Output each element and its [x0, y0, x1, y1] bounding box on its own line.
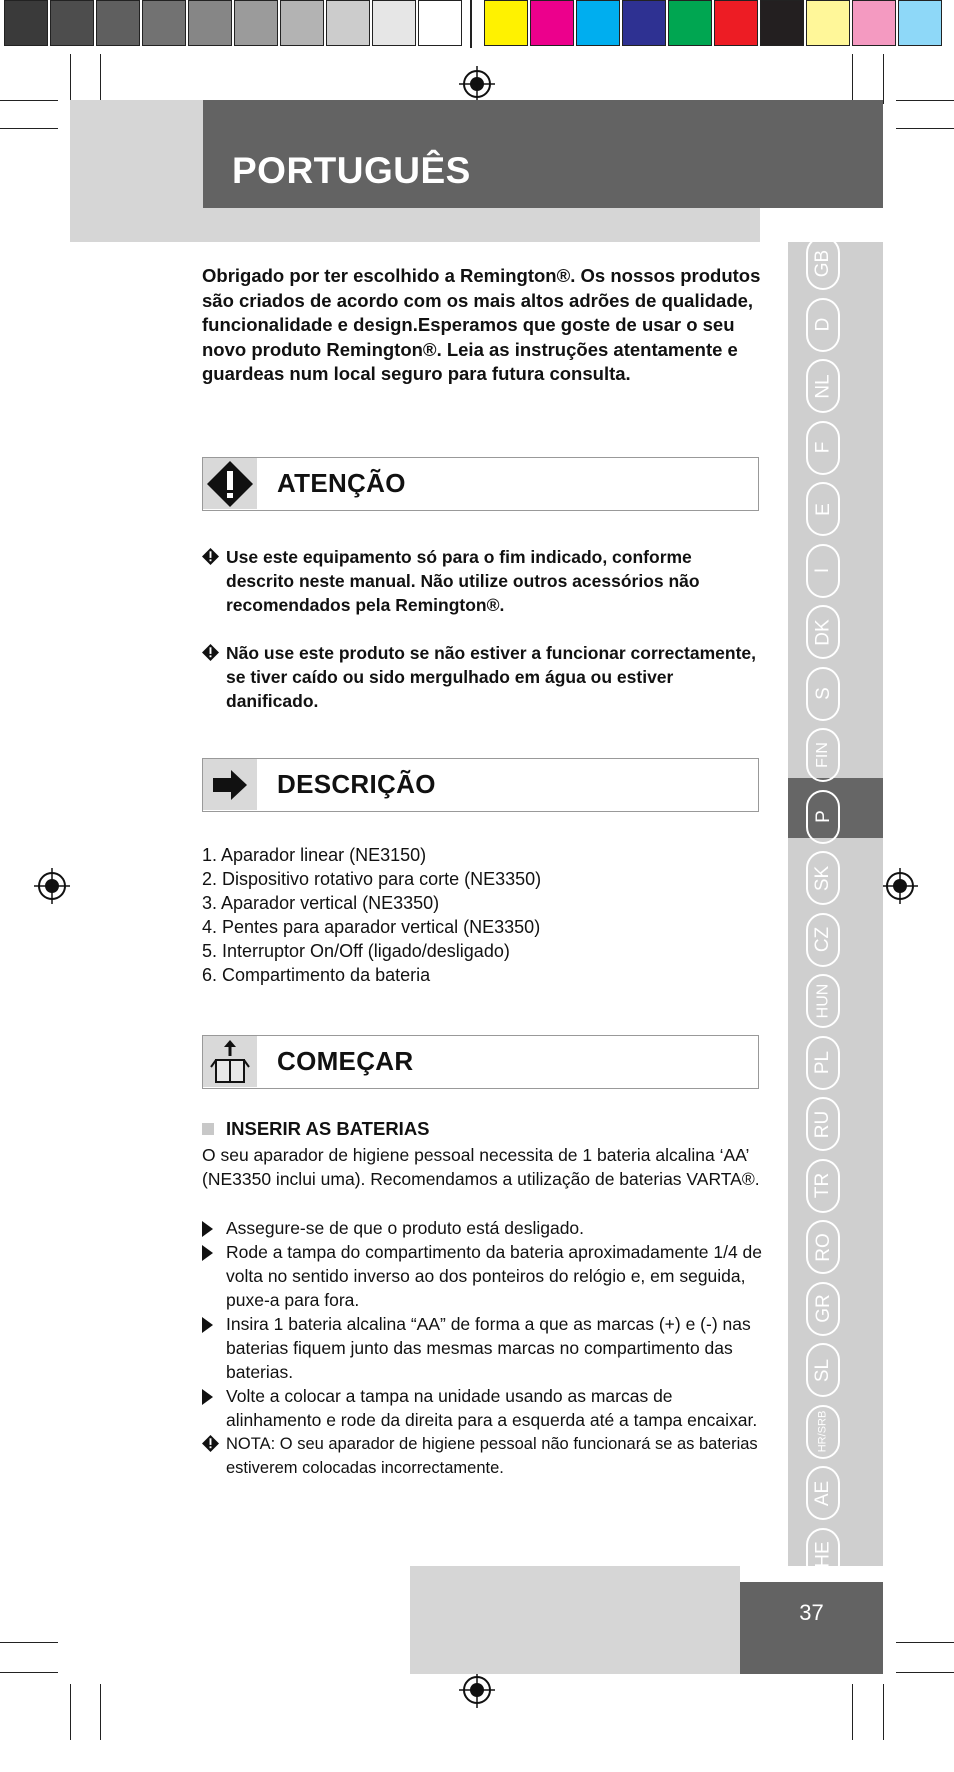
section-start-header — [202, 1035, 759, 1089]
step-text: Rode a tampa do compartimento da bateria aproximadamente 1/4 de volta no sentido inverso ao dos ponteiros do relógio e, em seguida, puxe-a para fora. — [226, 1242, 763, 1310]
language-tab-label: F — [812, 441, 834, 454]
color-swatch — [852, 0, 896, 46]
triangle-bullet-icon — [202, 1221, 213, 1237]
language-tab-label: RO — [812, 1232, 834, 1262]
step-text: Volte a colocar a tampa na unidade usando as marcas de alinhamento e rode da direita para a esquerda até a tampa encaixar. — [226, 1386, 758, 1430]
crop-mark — [0, 1642, 58, 1643]
description-list — [202, 843, 762, 987]
language-tab-label: PL — [812, 1050, 834, 1075]
color-swatch — [530, 0, 574, 46]
warning-diamond-icon — [202, 1435, 219, 1452]
battery-subheading — [202, 1118, 430, 1140]
language-tab-label: HR/SRB — [816, 1410, 829, 1453]
battery-subheading-text: INSERIR AS BATERIAS — [226, 1118, 430, 1139]
battery-paragraph: O seu aparador de higiene pessoal necessita de 1 bateria alcalina ‘AA’ (NE3350 inclui uma). Recomendamos a utilização de baterias VARTA®. — [202, 1145, 760, 1189]
list-item — [202, 1216, 767, 1240]
language-tab-gb[interactable] — [806, 236, 840, 290]
language-tab-label: DK — [812, 618, 834, 646]
crop-mark — [883, 1684, 884, 1740]
language-tab-sl[interactable] — [806, 1343, 840, 1397]
attention-item-text: Use este equipamento só para o fim indicado, conforme descrito neste manual. Não utilize outros acessórios não recomendados pela Remington®. — [226, 547, 700, 615]
language-tab-cz[interactable] — [806, 913, 840, 967]
language-tab-sk[interactable] — [806, 851, 840, 905]
crop-mark — [852, 1684, 853, 1740]
triangle-bullet-icon — [202, 1245, 213, 1261]
color-swatch — [898, 0, 942, 46]
language-tab-dk[interactable] — [806, 605, 840, 659]
language-tab-label: SK — [812, 865, 834, 891]
language-tab-fin[interactable] — [806, 728, 840, 782]
square-bullet-icon — [202, 1123, 214, 1135]
section-description-header — [202, 758, 759, 812]
note-text: NOTA: O seu aparador de higiene pessoal não funcionará se as baterias estiverem colocadas incorrectamente. — [226, 1435, 758, 1477]
registration-mark-icon — [459, 66, 495, 102]
gray-calibration-bar — [4, 0, 462, 48]
footer-background — [410, 1566, 740, 1674]
language-tab-s[interactable] — [806, 667, 840, 721]
color-swatch — [714, 0, 758, 46]
color-swatch — [576, 0, 620, 46]
language-tab-label: GB — [812, 249, 834, 277]
crop-mark — [100, 54, 101, 104]
section-description-title: DESCRIÇÃO — [277, 769, 436, 799]
intro-paragraph: Obrigado por ter escolhido a Remington®. Os nossos produtos são criados de acordo com os mais altos adrões de qualidade, funcionalidade e design.Esperamos que goste de usar o seu novo produto Remington®. Leia as instruções atentamente e guardeas num local seguro para futura consulta. — [202, 265, 761, 384]
registration-mark-icon — [882, 868, 918, 904]
crop-mark — [70, 1684, 71, 1740]
language-tab-ro[interactable] — [806, 1220, 840, 1274]
language-tab-label: E — [812, 502, 834, 516]
crop-mark — [0, 1672, 58, 1673]
language-tab-f[interactable] — [806, 421, 840, 475]
language-tab-p[interactable] — [806, 790, 840, 844]
section-attention-header — [202, 457, 759, 511]
crop-mark — [883, 54, 884, 104]
color-swatch — [188, 0, 232, 46]
color-swatch — [372, 0, 416, 46]
crop-mark — [852, 54, 853, 104]
language-tab-label: NL — [812, 373, 834, 399]
color-calibration-bar — [484, 0, 942, 48]
language-tab-pl[interactable] — [806, 1036, 840, 1090]
list-item — [202, 545, 762, 617]
language-tab-hr-srb[interactable] — [806, 1405, 840, 1459]
list-item: 5. Interruptor On/Off (ligado/desligado) — [202, 941, 510, 961]
list-item: 3. Aparador vertical (NE3350) — [202, 893, 440, 913]
color-swatch — [622, 0, 666, 46]
list-item: 2. Dispositivo rotativo para corte (NE3350) — [202, 869, 542, 889]
color-swatch — [418, 0, 462, 46]
page-number: 37 — [799, 1600, 824, 1625]
language-tab-label: S — [812, 687, 834, 700]
language-tab-label: AE — [812, 1480, 834, 1506]
color-swatch — [50, 0, 94, 46]
language-tab-hun[interactable] — [806, 974, 840, 1028]
language-tab-ru[interactable] — [806, 1097, 840, 1151]
crop-mark — [0, 128, 58, 129]
language-tab-label: P — [812, 810, 834, 823]
color-swatch — [806, 0, 850, 46]
language-tab-label: RU — [812, 1110, 834, 1138]
color-swatch — [96, 0, 140, 46]
crop-mark — [896, 1672, 954, 1673]
list-item: 6. Compartimento da bateria — [202, 965, 431, 985]
language-tab-d[interactable] — [806, 298, 840, 352]
crop-mark — [896, 1642, 954, 1643]
language-tab-label: I — [812, 567, 834, 574]
language-tab-i[interactable] — [806, 544, 840, 598]
language-tab-gr[interactable] — [806, 1282, 840, 1336]
triangle-bullet-icon — [202, 1389, 213, 1405]
color-swatch — [142, 0, 186, 46]
crop-mark — [70, 54, 71, 104]
registration-mark-icon — [459, 1672, 495, 1708]
crop-mark — [896, 100, 954, 101]
color-swatch — [668, 0, 712, 46]
color-swatch — [484, 0, 528, 46]
list-item — [202, 1312, 767, 1384]
language-tab-label: D — [812, 317, 834, 332]
language-tab-label: SL — [812, 1358, 834, 1382]
language-tab-label: GR — [812, 1294, 834, 1323]
arrow-right-icon — [203, 759, 257, 810]
step-text: Assegure-se de que o produto está desligado. — [226, 1218, 585, 1238]
language-tab-e[interactable] — [806, 482, 840, 536]
language-tab-he[interactable] — [806, 1528, 840, 1582]
triangle-bullet-icon — [202, 1317, 213, 1333]
warning-diamond-icon — [202, 644, 219, 661]
crop-mark — [100, 1684, 101, 1740]
box-unpack-icon — [203, 1036, 257, 1087]
color-swatch — [760, 0, 804, 46]
crop-mark — [896, 128, 954, 129]
list-item: 1. Aparador linear (NE3150) — [202, 845, 427, 865]
list-item — [202, 1384, 767, 1432]
language-tab-label: FIN — [814, 742, 831, 768]
color-swatch — [326, 0, 370, 46]
language-tab-nl[interactable] — [806, 359, 840, 413]
color-swatch — [280, 0, 324, 46]
section-start-title: COMEÇAR — [277, 1046, 414, 1076]
language-tab-tr[interactable] — [806, 1159, 840, 1213]
step-text: Insira 1 bateria alcalina “AA” de forma a que as marcas (+) e (-) nas baterias fiquem junto das mesmas marcas no compartimento das baterias. — [226, 1314, 751, 1382]
warning-diamond-icon — [202, 548, 219, 565]
color-swatch — [234, 0, 278, 46]
language-tab-label: HE — [812, 1541, 834, 1568]
color-swatch — [4, 0, 48, 46]
list-item — [202, 641, 762, 713]
warning-diamond-icon — [203, 458, 257, 509]
page-title: PORTUGUÊS — [232, 150, 471, 191]
crop-mark — [0, 100, 58, 101]
language-tab-label: CZ — [812, 926, 834, 953]
section-attention-title: ATENÇÃO — [277, 468, 406, 498]
language-tab-label: TR — [812, 1172, 834, 1199]
language-tab-ae[interactable] — [806, 1466, 840, 1520]
calibration-divider — [470, 0, 472, 48]
list-item: 4. Pentes para aparador vertical (NE3350) — [202, 917, 541, 937]
language-tab-label: HUN — [814, 983, 832, 1019]
attention-list — [202, 545, 762, 737]
list-item — [202, 1240, 767, 1312]
battery-steps — [202, 1216, 767, 1480]
page-number-box — [740, 1582, 883, 1674]
attention-item-text: Não use este produto se não estiver a funcionar correctamente, se tiver caído ou sido mergulhado em água ou estiver danificado. — [226, 643, 757, 711]
registration-mark-icon — [34, 868, 70, 904]
note — [202, 1432, 767, 1480]
